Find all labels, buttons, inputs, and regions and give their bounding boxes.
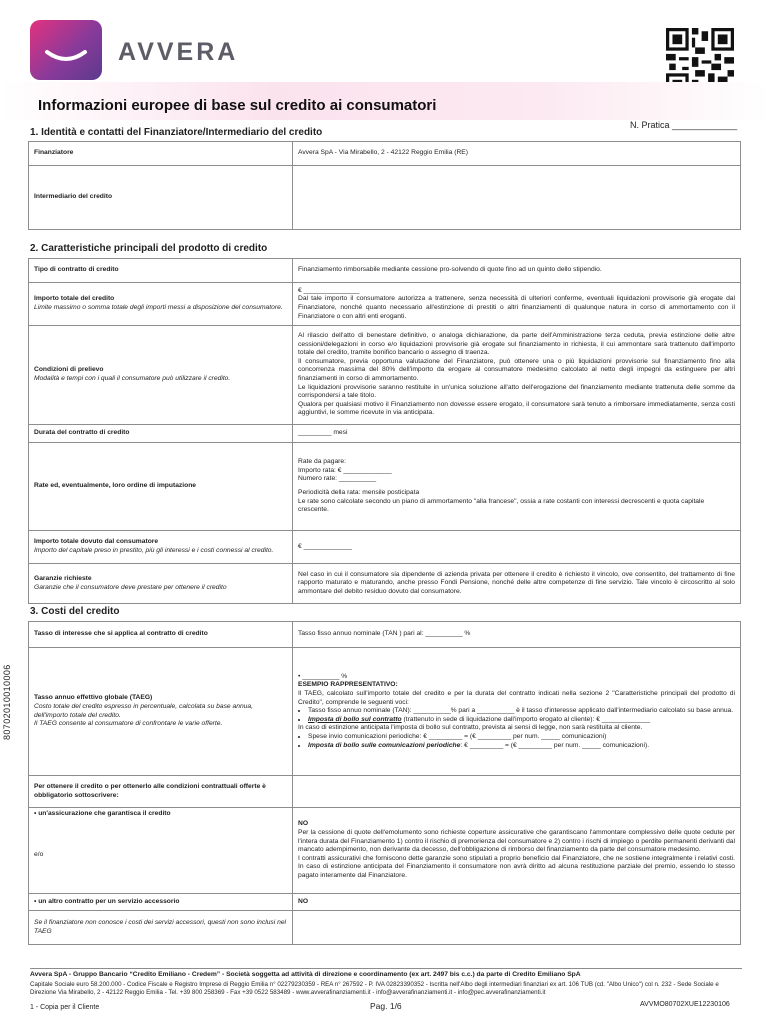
numero-rate: Numero rate: __________ xyxy=(298,475,377,483)
intermediario-label: Intermediario del credito xyxy=(29,166,293,230)
tan-item: • Tasso fisso annuo nominale (TAN): __________% pari a __________ è il tasso d'interesse applicato dall'intermediario calcolato su base annua. xyxy=(308,707,735,716)
footer-legal-line: Capitale Sociale euro 58.200.000 - Codice Fiscale e Registro Imprese di Reggio Emilia n° 02279230359 - REA n° 267592 - P. IVA 02823390352 - Iscritta nell'Albo degli intermediari finanziari ex art. 106 TUB (cd. "Albo Unico") col n. 232 - Sede Sociale e Direzione Via Mirabello, 2 - 42122 Reggio Emilia - Tel. +39 800 258369 - Fax +39 0522 583489 - www.avverafinanziamenti.it - info@avverafinanziamenti.it - info@pec.avverafinanziamenti.it xyxy=(30,981,719,997)
brand-name: AVVERA xyxy=(118,38,239,66)
condizioni-prelievo-cell xyxy=(29,326,293,425)
importo-totale-cell xyxy=(29,283,293,326)
importo-totale-amount: € _______________ xyxy=(298,286,360,294)
servizi-accessori-note: Se il finanziatore non conosce i costi dei servizi accessori, questi non sono inclusi nel TAEG xyxy=(29,911,293,945)
durata-value: _________ mesi xyxy=(293,425,741,443)
importo-totale-desc: Limite massimo o somma totale degli importi messi a disposizione del consumatore. xyxy=(34,304,283,311)
tipo-contratto-value: Finanziamento rimborsabile mediante cessione pro-solvendo di quote fino ad un quinto dello stipendio. xyxy=(293,259,741,283)
e-o-label: e/o xyxy=(34,850,44,858)
importo-dovuto-desc: Importo del capitale preso in prestito, più gli interessi e i costi connessi al credito. xyxy=(34,547,274,554)
taeg-percentage: • __________ % xyxy=(298,672,348,680)
assicurazione-text-2: I contratti assicurativi che forniscono dette garanzie sono stipulati a proprio beneficio dal Finanziatore, che ne sostiene integralmente i relativi costi. In caso di estinzione anticipata del Finanziamento il consumatore non avrà diritto ad alcuna restituzione parziale del premio, essendo lo stesso pagato interamente dal Finanziatore. xyxy=(298,854,735,879)
section-2-table xyxy=(28,258,741,604)
garanzie-label: Garanzie richieste xyxy=(34,574,92,582)
assicurazione-value-cell xyxy=(293,808,741,894)
condizioni-prelievo-desc: Modalità e tempi con i quali il consumatore può utilizzare il credito. xyxy=(34,375,231,382)
bollo-comunicazioni-amount: : € _________ = (€ _________ per num. _____ comunicazioni). xyxy=(460,741,650,749)
bollo-comunicazioni-item xyxy=(308,742,735,751)
assicurazione-label: • un'assicurazione che garantisca il credito xyxy=(34,810,171,817)
rate-da-pagare: Rate da pagare: xyxy=(298,458,346,466)
assicurazione-text-1: Per la cessione di quote dell'emolumento sono richieste coperture assicurative che garantiscano l'ammontare complessivo delle quote cedute per l'intera durata del Finanziamento 1) contro il rischio di premorienza del consumatore e 2) contro i rischi di impiego o perdite permanenti derivanti dal mancato adempimento, non derivante da decesso, dell'obbligazione di rimborso del finanziamento da parte del consumatore medesimo. xyxy=(298,829,735,854)
servizi-accessori-note-value xyxy=(293,911,741,945)
spese-comunicazioni-item: • Spese invio comunicazioni periodiche: € _________ = (€ _________ per num. _____ comunicazioni) xyxy=(308,733,735,742)
tasso-interesse-label: Tasso di interesse che si applica al contratto di credito xyxy=(29,622,293,648)
taeg-desc-2: Il TAEG consente al consumatore di confrontare le varie offerte. xyxy=(34,720,223,728)
page-number: Pag. 1/6 xyxy=(370,1001,402,1011)
garanzie-cell xyxy=(29,564,293,604)
condizioni-prelievo-p1: Al rilascio dell'atto di benestare definitivo, o analoga dichiarazione, da parte dell'Amministrazione terza ceduta, previa estinzione delle altre cessioni/delegazioni in corso e/o liquidazioni provvisorie già erogate sul finanziamento in richiesta, il cui ammontare sarà trattenuto dall'importo totale del credito, tramite bonifico bancario o assegno di traenza. xyxy=(298,332,735,357)
bollo-contratto-item xyxy=(308,716,735,725)
importo-dovuto-value: € _____________ xyxy=(293,531,741,564)
assicurazione-cell xyxy=(29,808,293,894)
condizioni-prelievo-p4: Qualora per qualsiasi motivo il Finanziamento non dovesse essere erogato, il consumatore sarà tenuto a rimborsare immediatamente, senza costi aggiuntivi, le somme ricevute in via anticipata. xyxy=(298,400,735,417)
importo-totale-note: Dal tale importo il consumatore autorizza a trattenere, senza necessità di ulteriori conferme, eventuali liquidazioni provvisorie già erogate dal Finanziatore, nonché quanto necessario all'estinzione di prestiti o altri finanziamenti di qualunque natura in corso di ammortamento con il Finanziatore o con altri enti eroganti. xyxy=(298,295,735,320)
intermediario-value[interactable] xyxy=(293,166,741,230)
smile-logo-icon xyxy=(30,20,102,80)
garanzie-value: Nel caso in cui il consumatore sia dipendente di azienda privata per ottenere il credito è richiesto il vincolo, ove consentito, del trattamento di fine rapporto maturato e maturando, anche presso Fondi Pensione, nonché delle altre competenze di fine servizio. Tale vincolo è circoscritto al solo ammontare del debito residuo dovuto dal consumatore. xyxy=(293,564,741,604)
bollo-comunicazioni-label: Imposta di bollo sulle comunicazioni periodiche xyxy=(308,741,461,749)
document-title: Informazioni europee di base sul credito ai consumatori xyxy=(38,97,437,114)
servizio-accessorio-value: NO xyxy=(293,894,741,911)
durata-label: Durata del contratto di credito xyxy=(29,425,293,443)
section-1-title: 1. Identità e contatti del Finanziatore/Intermediario del credito xyxy=(30,127,323,138)
side-barcode-number: 80702010010006 xyxy=(2,664,12,740)
tipo-contratto-label: Tipo di contratto di credito xyxy=(29,259,293,283)
footer-divider xyxy=(30,968,742,969)
rate-label: Rate ed, eventualmente, loro ordine di imputazione xyxy=(29,443,293,531)
taeg-cell xyxy=(29,648,293,776)
pratica-number-field[interactable]: N. Pratica _____________ xyxy=(630,120,738,130)
taeg-desc-1: Costo totale del credito espresso in percentuale, calcolata su base annua, dell'importo totale del credito. xyxy=(34,702,253,719)
section-1-table xyxy=(28,141,741,230)
avvera-logo-mark xyxy=(30,20,102,80)
section-3-title: 3. Costi del credito xyxy=(30,606,120,617)
assicurazione-answer: NO xyxy=(298,820,309,828)
importo-dovuto-label: Importo totale dovuto dal consumatore xyxy=(34,538,159,546)
condizioni-prelievo-value-cell xyxy=(293,326,741,425)
servizio-accessorio-label: • un altro contratto per un servizio accessorio xyxy=(29,894,293,911)
taeg-label: Tasso annuo effettivo globale (TAEG) xyxy=(34,694,153,702)
footer-company-line: Avvera SpA - Gruppo Bancario “Credito Emiliano - Credem” - Società soggetta ad attività di direzione e coordinamento (ex art. 2497 bis c.c.) da parte di Credito Emiliano SpA xyxy=(30,971,581,978)
section-3-table xyxy=(28,621,741,945)
copy-label: 1 - Copia per il Cliente xyxy=(30,1004,100,1011)
estinzione-note: In caso di estinzione anticipata l'imposta di bollo sul contratto, prevista ai sensi di legge, non sarà restituita al cliente. xyxy=(298,724,643,732)
condizioni-prelievo-p2: Il consumatore, previa opportuna valutazione del Finanziatore, può ottenere una o più liquidazioni provvisorie sul finanziamento fino alla concorrenza massima del 80% dell'importo da erogare al consumatore medesimo calcolato al netto degli impegni da estinguere per altri finanziamenti in corso di ammortamento. xyxy=(298,357,735,382)
importo-totale-value-cell xyxy=(293,283,741,326)
obbligo-sottoscrivere-value xyxy=(293,776,741,808)
importo-rata: Importo rata: € _____________ xyxy=(298,466,392,474)
document-code: AVVMO80702XUE12230106 xyxy=(640,1001,730,1008)
tasso-interesse-value: Tasso fisso annuo nominale (TAN ) pari al: __________ % xyxy=(293,622,741,648)
esempio-rappresentativo: ESEMPIO RAPPRESENTATIVO: xyxy=(298,681,398,689)
piano-ammortamento: Le rate sono calcolate secondo un piano di ammortamento "alla francese", ossia a rate costanti con interessi decrescenti e quota capitale crescente. xyxy=(298,497,705,514)
taeg-explanation: Il TAEG, calcolato sull'importo totale del credito e per la durata del contratto indicati nella sezione 2 "Caratteristiche principali del prodotto di Credito", comprende le seguenti voci: xyxy=(298,690,735,706)
rate-value-cell xyxy=(293,443,741,531)
importo-totale-label: Importo totale del credito xyxy=(34,295,115,303)
finanziatore-value: Avvera SpA - Via Mirabello, 2 - 42122 Reggio Emilia (RE) xyxy=(293,142,741,166)
periodicita-rata: Periodicità della rata: mensile posticipata xyxy=(298,489,420,496)
taeg-value-cell xyxy=(293,648,741,776)
obbligo-sottoscrivere-label: Per ottenere il credito o per ottenerlo alle condizioni contrattuali offerte è obbligatorio sottoscrivere: xyxy=(29,776,293,808)
garanzie-desc: Garanzie che il consumatore deve prestare per ottenere il credito xyxy=(34,583,227,591)
section-2-title: 2. Caratteristiche principali del prodotto di credito xyxy=(30,243,268,254)
importo-dovuto-cell xyxy=(29,531,293,564)
condizioni-prelievo-label: Condizioni di prelievo xyxy=(34,366,104,374)
finanziatore-label: Finanziatore xyxy=(29,142,293,166)
bollo-contratto-amount: (trattenuto in sede di liquidazione dall'importo erogato al cliente): € _____________ xyxy=(401,715,651,723)
condizioni-prelievo-p3: Le liquidazioni provvisorie saranno restituite in un'unica soluzione all'atto dell'erogazione del finanziamento mediante trattenuta delle somme da corrispondersi a tale titolo. xyxy=(298,383,735,400)
bollo-contratto-label: Imposta di bollo sul contratto xyxy=(308,715,402,723)
